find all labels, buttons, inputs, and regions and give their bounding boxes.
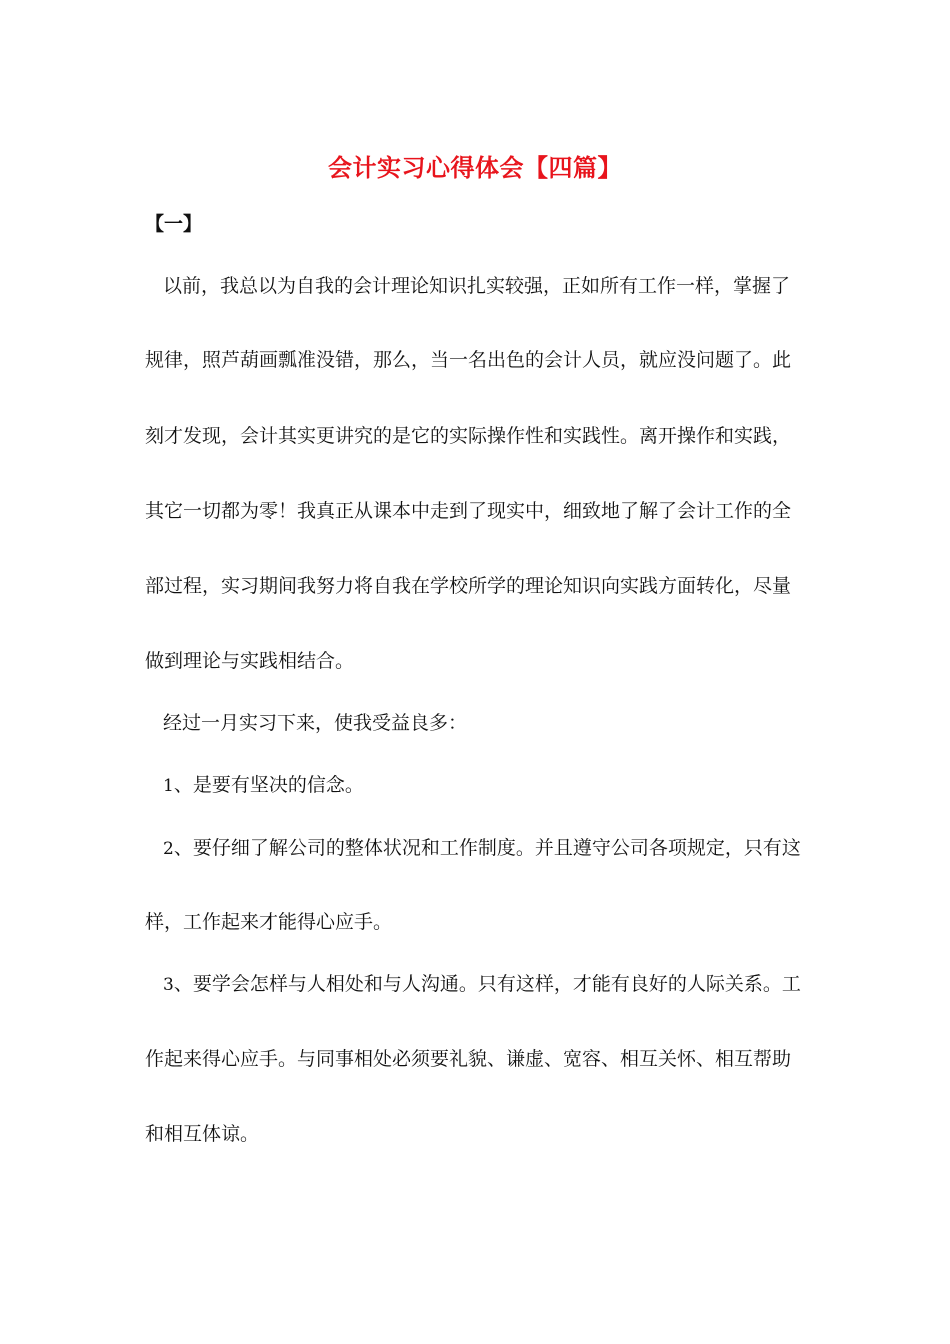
- list-item-number: 2: [163, 839, 174, 859]
- list-item-3: [163, 970, 833, 999]
- paragraph-line: 和相互体谅。: [145, 1123, 260, 1145]
- paragraph-line: 规律，照芦葫画瓢准没错，那么，当一名出色的会计人员，就应没问题了。此: [145, 349, 792, 371]
- paragraph-line: 刻才发现，会计其实更讲究的是它的实际操作性和实践性。离开操作和实践，: [145, 425, 792, 447]
- paragraph-line: 做到理论与实践相结合。: [145, 650, 355, 672]
- list-item-text: 、要学会怎样与人相处和与人沟通。只有这样，才能有良好的人际关系。工: [173, 973, 801, 995]
- list-item-2: [163, 834, 833, 863]
- list-item-text: 、要仔细了解公司的整体状况和工作制度。并且遵守公司各项规定，只有这: [173, 837, 801, 859]
- paragraph-line: 部过程，实习期间我努力将自我在学校所学的理论知识向实践方面转化，尽量: [145, 575, 792, 597]
- list-item-1: [163, 771, 833, 800]
- paragraph-line: 样，工作起来才能得心应手。: [145, 911, 393, 933]
- paragraph-line: 其它一切都为零！我真正从课本中走到了现实中，细致地了解了会计工作的全: [145, 500, 792, 522]
- paragraph-line: 作起来得心应手。与同事相处必须要礼貌、谦虚、宽容、相互关怀、相互帮助: [145, 1048, 792, 1070]
- list-item-text: 、是要有坚决的信念。: [173, 774, 364, 796]
- list-item-number: 1: [163, 776, 174, 796]
- paragraph-line: 经过一月实习下来，使我受益良多：: [163, 712, 468, 734]
- list-item-number: 3: [163, 975, 174, 995]
- section-heading: 【一】: [145, 213, 203, 235]
- paragraph-line: 以前，我总以为自我的会计理论知识扎实较强，正如所有工作一样，掌握了: [163, 275, 791, 297]
- document-title: 会计实习心得体会【四篇】: [328, 154, 622, 182]
